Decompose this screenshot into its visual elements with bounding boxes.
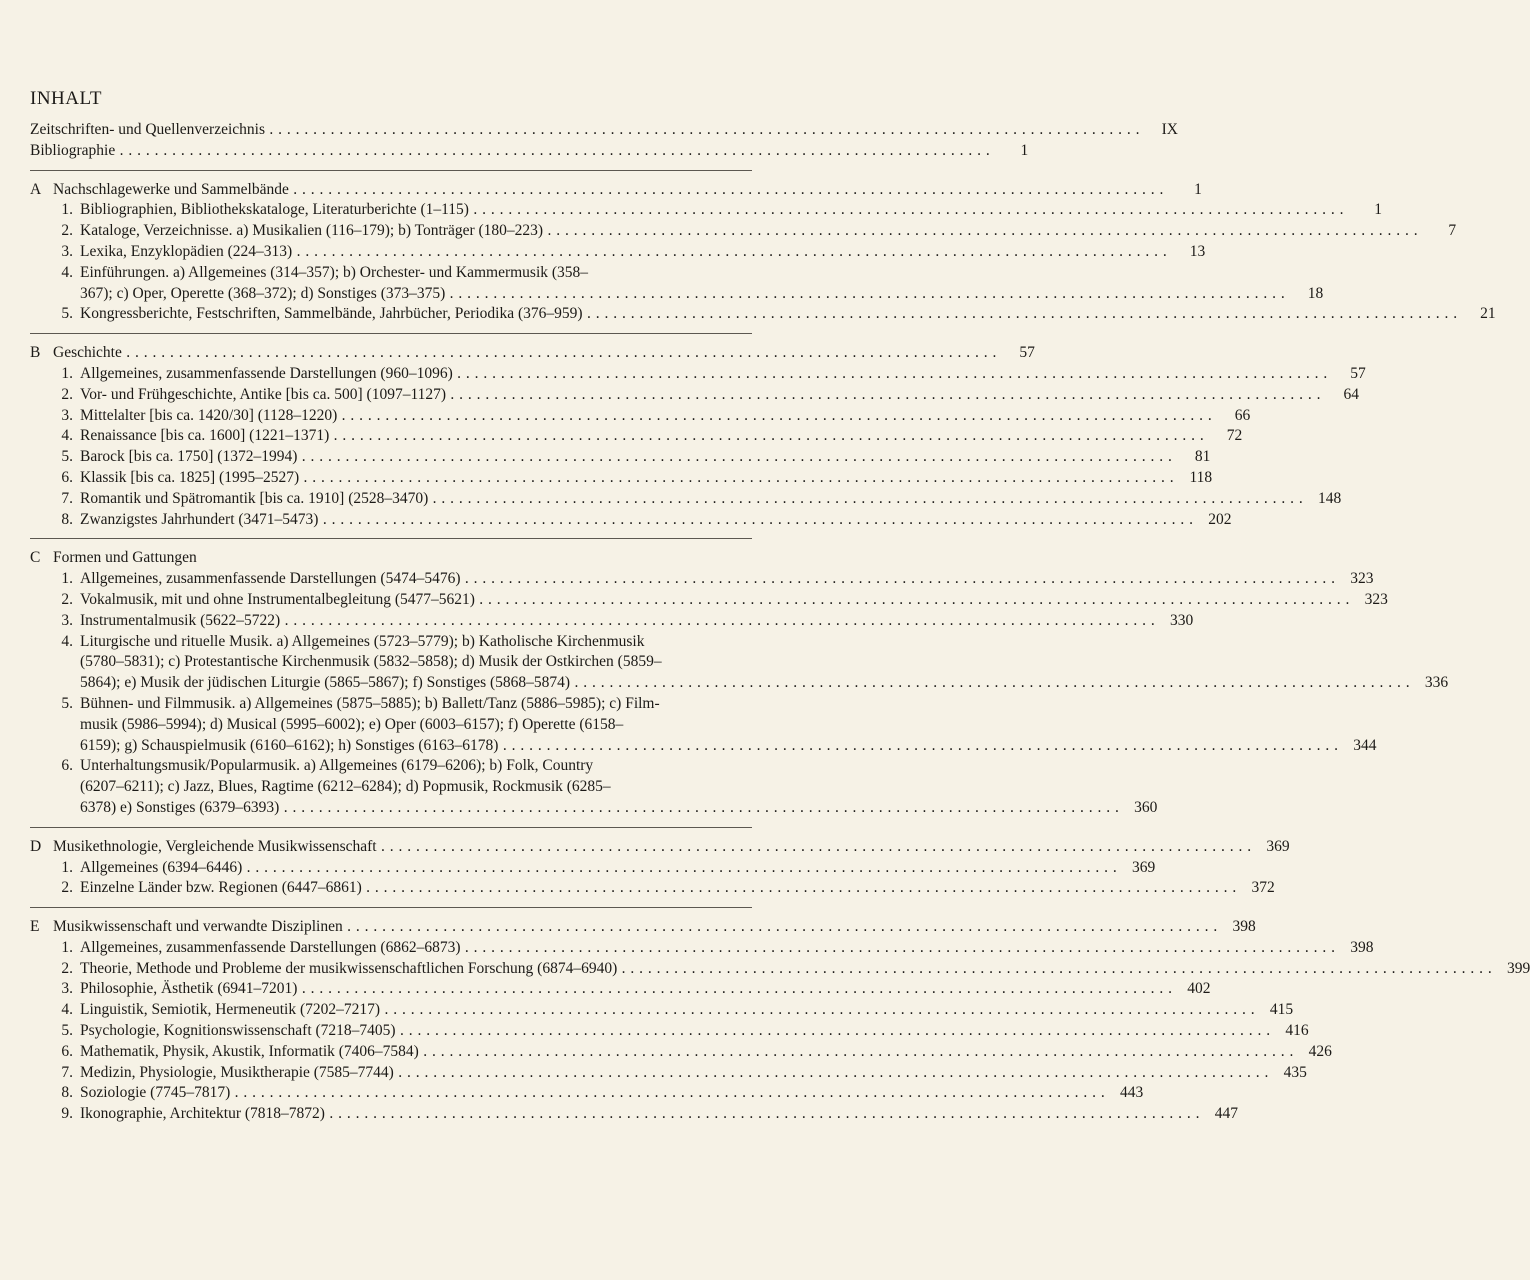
entry-number: 1. (61, 858, 73, 876)
entry-number: 5. (61, 448, 73, 466)
entry-number: 6. (61, 468, 73, 486)
page-number: 323 (1350, 570, 1374, 588)
page-number: 64 (1343, 385, 1360, 403)
toc-entry[interactable] (30, 489, 1342, 510)
entry-title-line: musik (5986–5994); d) Musical (5995–6002); e) Oper (6003–6157); f) Operette (6158– (80, 715, 624, 733)
entry-title: Allgemeines, zusammenfassende Darstellungen (960–1096) . . . (80, 364, 1328, 385)
page-number: 7 (1448, 222, 1457, 240)
page-number: 57 (1019, 344, 1035, 362)
page-number: 330 (1169, 611, 1194, 629)
entry-title (80, 632, 1410, 694)
entry-number: 3. (61, 980, 73, 998)
page-number: 1 (1020, 141, 1029, 159)
entry-title: Musikwissenschaft und verwandte Disziplinen . . . (53, 917, 1218, 938)
page-number: 18 (1307, 284, 1324, 302)
page-number: 369 (1266, 837, 1290, 855)
toc-entry[interactable] (30, 979, 1211, 1000)
toc-entry[interactable] (30, 590, 1388, 611)
page-number: 72 (1226, 427, 1243, 445)
entry-number: 5. (61, 305, 73, 323)
entry-title: Mittelalter [bis ca. 1420/30] (1128–1220) . . . (80, 406, 1212, 427)
entry-title: Psychologie, Kognitionswissenschaft (7218–7405) . . . (80, 1021, 1271, 1042)
entry-title (80, 756, 1119, 818)
entry-title: Nachschlagewerke und Sammelbände . . . (53, 180, 1164, 201)
page-number: 1 (1374, 201, 1382, 219)
section-heading[interactable] (30, 343, 1035, 364)
page-number: 426 (1308, 1042, 1332, 1060)
entry-number: D (30, 837, 42, 855)
toc-entry[interactable] (30, 858, 1156, 879)
section-heading[interactable] (30, 837, 1290, 858)
entry-title: Mathematik, Physik, Akustik, Informatik (7406–7584) . . . (80, 1042, 1294, 1063)
toc-entry[interactable] (30, 141, 1029, 162)
entry-title: Linguistik, Semiotik, Hermeneutik (7202–7217) . . . (80, 1000, 1255, 1021)
page-number: 416 (1285, 1022, 1309, 1040)
page-number: 202 (1208, 510, 1232, 528)
entry-number: 2. (61, 959, 73, 977)
entry-number: 2. (61, 590, 73, 608)
page-number: 323 (1364, 590, 1388, 608)
entry-title: Bibliographien, Bibliothekskataloge, Literaturberichte (1–115) . . . (80, 200, 1344, 221)
page-number: 415 (1269, 1001, 1294, 1019)
entry-number: 1. (61, 938, 73, 956)
toc-entry[interactable] (30, 426, 1243, 447)
toc-entry[interactable] (30, 304, 1496, 325)
entry-title-line: Unterhaltungsmusik/Popularmusik. a) Allgemeines (6179–6206); b) Folk, Country (80, 757, 594, 775)
page-number: 21 (1480, 305, 1496, 323)
section-divider (30, 827, 752, 828)
entry-number: 1. (61, 570, 73, 588)
page-number: 435 (1283, 1063, 1307, 1081)
page-number: 81 (1194, 448, 1211, 466)
toc-entry[interactable] (30, 510, 1232, 531)
entry-number: 3. (61, 406, 73, 424)
page-number: 443 (1120, 1084, 1144, 1102)
entry-title-line: 367); c) Oper, Operette (368–372); d) Sonstiges (373–375) . . . (80, 284, 1285, 305)
entry-title: Romantik und Spätromantik [bis ca. 1910] (2528–3470) . . . (80, 489, 1303, 510)
toc-entry[interactable] (30, 632, 1449, 694)
entry-title: Kataloge, Verzeichnisse. a) Musikalien (116–179); b) Tonträger (180–223) . . . (80, 221, 1418, 242)
entry-number: 4. (61, 427, 73, 445)
section-heading[interactable] (30, 917, 1256, 938)
section-divider (30, 907, 752, 908)
toc-entry[interactable] (30, 385, 1360, 406)
entry-title: Philosophie, Ästhetik (6941–7201) . . . (80, 979, 1172, 1000)
page-number: 399 (1506, 959, 1530, 977)
entry-title: Musikethnologie, Vergleichende Musikwissenschaft . . . (53, 837, 1252, 858)
entry-title: Formen und Gattungen (53, 549, 197, 567)
entry-number: 8. (61, 1084, 73, 1102)
page-number: 369 (1132, 858, 1156, 876)
entry-number: 2. (61, 879, 73, 897)
toc-entry[interactable] (30, 242, 1206, 263)
entry-title: Zwanzigstes Jahrhundert (3471–5473) . . . (80, 510, 1193, 531)
entry-title-line: 5864); e) Musik der jüdischen Liturgie (5865–5867); f) Sonstiges (5868–5874) . . . (80, 673, 1410, 694)
toc-entry[interactable] (30, 1021, 1309, 1042)
page-title: INHALT (30, 88, 102, 109)
entry-title-line: (5780–5831); c) Protestantische Kirchenmusik (5832–5858); d) Musik der Ostkirchen (5859– (80, 653, 662, 671)
entry-number: 1. (61, 201, 73, 219)
entry-title-line: 6159); g) Schauspielmusik (6160–6162); h) Sonstiges (6163–6178) . . . (80, 736, 1338, 757)
entry-title: Ikonographie, Architektur (7818–7872) . . . (80, 1104, 1200, 1125)
entry-title: Allgemeines, zusammenfassende Darstellungen (5474–5476) . . . (80, 569, 1336, 590)
toc-entry[interactable] (30, 694, 1377, 756)
entry-number: 3. (61, 611, 73, 629)
entry-number: 4. (61, 632, 73, 650)
section-heading[interactable] (30, 548, 752, 569)
toc-entry[interactable] (30, 878, 1275, 899)
section-divider (30, 170, 752, 171)
toc-entry[interactable] (30, 221, 1457, 242)
toc-entry[interactable] (30, 1104, 1238, 1125)
toc-entry[interactable] (30, 1042, 1332, 1063)
entry-number: B (30, 344, 41, 362)
entry-number: C (30, 549, 41, 567)
toc-entry[interactable] (30, 1000, 1294, 1021)
entry-number: 2. (61, 222, 73, 240)
entry-title: Zeitschriften- und Quellenverzeichnis . . . (30, 120, 1140, 141)
page-number: 336 (1424, 674, 1449, 692)
page-number: 118 (1189, 468, 1213, 486)
entry-title: Barock [bis ca. 1750] (1372–1994) . . . (80, 447, 1172, 468)
entry-title-line: Einführungen. a) Allgemeines (314–357); b) Orchester- und Kammermusik (358– (80, 263, 589, 281)
entry-number: 4. (61, 1001, 73, 1019)
entry-number: 9. (61, 1105, 73, 1123)
page-number: 398 (1232, 918, 1256, 936)
toc-entry[interactable] (30, 611, 1194, 632)
page-number: 344 (1353, 736, 1377, 754)
entry-number: A (30, 180, 42, 198)
entry-number: 5. (61, 694, 73, 712)
entry-title: Kongressberichte, Festschriften, Sammelbände, Jahrbücher, Periodika (376–959) . . . (80, 304, 1458, 325)
entry-number: 3. (61, 242, 73, 260)
entry-title-line: 6378) e) Sonstiges (6379–6393) . . . (80, 798, 1119, 819)
entry-number: 6. (61, 757, 73, 775)
entry-title: Medizin, Physiologie, Musiktherapie (7585–7744) . . . (80, 1063, 1269, 1084)
entry-number: 6. (61, 1042, 73, 1060)
toc-entry[interactable] (30, 959, 1530, 980)
entry-title: Allgemeines (6394–6446) . . . (80, 858, 1117, 879)
entry-title (80, 263, 1285, 305)
page-number: IX (1161, 121, 1178, 138)
entry-title-line: Bühnen- und Filmmusik. a) Allgemeines (5875–5885); b) Ballett/Tanz (5886–5985); c) Film- (80, 694, 660, 712)
page-number: 57 (1350, 364, 1366, 382)
toc-entry[interactable] (30, 200, 1382, 221)
page-number: 148 (1318, 489, 1342, 507)
entry-title-line: Liturgische und rituelle Musik. a) Allgemeines (5723–5779); b) Katholische Kirchenmusik (80, 632, 645, 650)
entry-number: 7. (61, 489, 73, 507)
page-number: 66 (1234, 406, 1251, 424)
toc-entry[interactable] (30, 468, 1213, 489)
section-divider (30, 333, 752, 334)
entry-title: Bibliographie . . . (30, 141, 990, 162)
page-number: 13 (1189, 242, 1206, 260)
toc-entry[interactable] (30, 406, 1251, 427)
toc-entry[interactable] (30, 447, 1211, 468)
toc-entry[interactable] (30, 364, 1366, 385)
section-divider (30, 538, 752, 539)
entry-title: Klassik [bis ca. 1825] (1995–2527) . . . (80, 468, 1174, 489)
page-number: 402 (1187, 980, 1211, 998)
entry-title: Instrumentalmusik (5622–5722) . . . (80, 611, 1155, 632)
toc-entry[interactable] (30, 756, 1158, 818)
toc-entry[interactable] (30, 569, 1374, 590)
entry-title: Soziologie (7745–7817) . . . (80, 1083, 1105, 1104)
page-number: 398 (1350, 938, 1374, 956)
entry-title: Renaissance [bis ca. 1600] (1221–1371) . . . (80, 426, 1204, 447)
table-of-contents (30, 120, 1530, 1125)
entry-number: 4. (61, 263, 73, 281)
toc-entry[interactable] (30, 263, 1324, 305)
entry-number: 5. (61, 1022, 73, 1040)
entry-number: 1. (61, 364, 73, 382)
toc-entry[interactable] (30, 1063, 1307, 1084)
entry-title-line: (6207–6211); c) Jazz, Blues, Ragtime (6212–6284); d) Popmusik, Rockmusik (6285– (80, 778, 611, 796)
entry-title: Geschichte . . . (53, 343, 997, 364)
toc-entry[interactable] (30, 1083, 1144, 1104)
entry-number: 8. (61, 510, 73, 528)
entry-title: Einzelne Länder bzw. Regionen (6447–6861) . . . (80, 878, 1237, 899)
toc-entry[interactable] (30, 938, 1374, 959)
entry-title: Theorie, Methode und Probleme der musikwissenschaftlichen Forschung (6874–6940) . . . (80, 959, 1492, 980)
page-number: 360 (1134, 798, 1158, 816)
section-heading[interactable] (30, 180, 1202, 201)
entry-title: Vor- und Frühgeschichte, Antike [bis ca. 500] (1097–1127) . . . (80, 385, 1321, 406)
entry-title: Lexika, Enzyklopädien (224–313) . . . (80, 242, 1167, 263)
page-number: 447 (1214, 1105, 1238, 1123)
entry-number: 7. (61, 1063, 73, 1081)
entry-title: Vokalmusik, mit und ohne Instrumentalbegleitung (5477–5621) . . . (80, 590, 1350, 611)
entry-title (80, 694, 1338, 756)
toc-entry[interactable] (30, 120, 1178, 141)
entry-title: Allgemeines, zusammenfassende Darstellungen (6862–6873) . . . (80, 938, 1336, 959)
page-number: 1 (1194, 180, 1202, 198)
entry-number: 2. (61, 385, 73, 403)
entry-number: E (30, 918, 40, 936)
page-number: 372 (1251, 879, 1275, 897)
